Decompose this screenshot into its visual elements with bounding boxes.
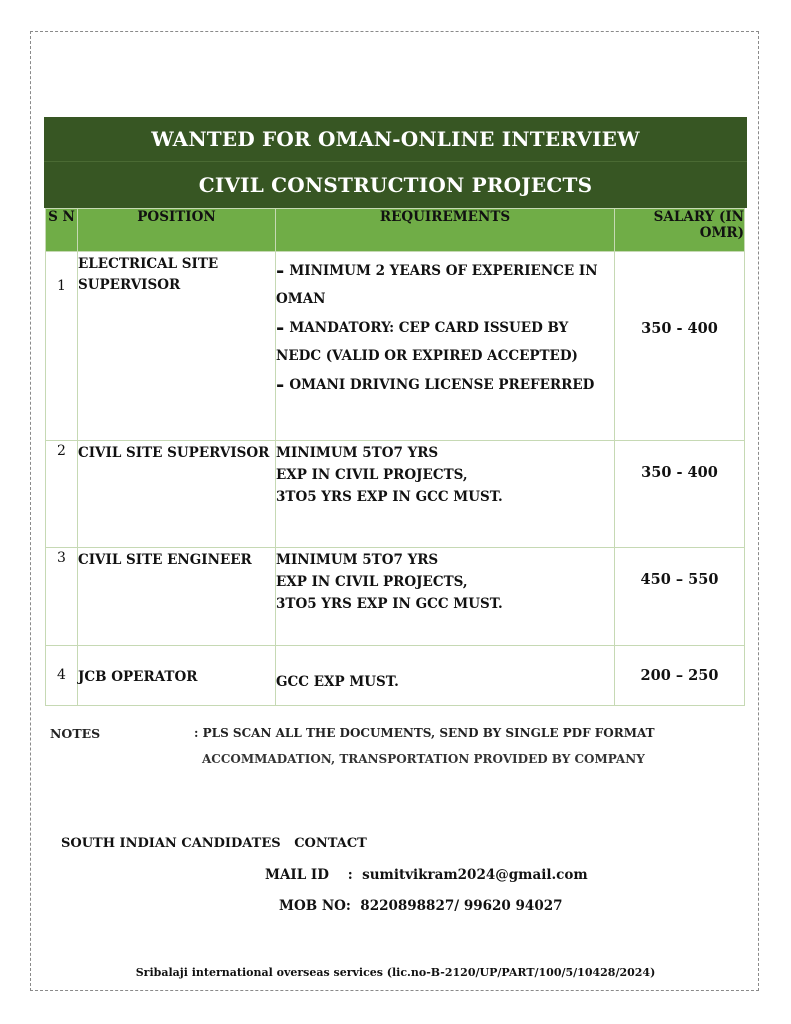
column-header-salary: SALARY (IN OMR) [615, 209, 745, 252]
row-sn: 4 [46, 646, 78, 706]
notes-line-1: : PLS SCAN ALL THE DOCUMENTS, SEND BY SINGLE PDF FORMAT [194, 726, 655, 740]
mobile-number: MOB NO: 8220898827/ 99620 94027 [279, 898, 563, 914]
requirement-item: EXP IN CIVIL PROJECTS, [276, 467, 468, 483]
row-sn: 2 [46, 441, 78, 548]
requirement-item: - OMANI DRIVING LICENSE PREFERRED [276, 372, 595, 396]
requirement-item: - MINIMUM 2 YEARS OF EXPERIENCE IN OMAN [276, 258, 598, 307]
column-header-requirements: REQUIREMENTS [276, 209, 615, 252]
row-position: JCB OPERATOR [78, 646, 276, 706]
notes-label: NOTES [50, 726, 101, 741]
row-sn: 3 [46, 548, 78, 646]
table-row [46, 252, 745, 441]
jobs-table [45, 208, 745, 706]
requirement-item: MINIMUM 5TO7 YRS [276, 445, 439, 461]
contact-heading: SOUTH INDIAN CANDIDATES CONTACT [61, 836, 367, 851]
requirement-item: GCC EXP MUST. [276, 674, 399, 690]
row-salary: 450 – 550 [615, 548, 745, 646]
requirement-item: MINIMUM 5TO7 YRS [276, 552, 439, 568]
row-sn: 1 [46, 252, 78, 441]
row-salary: 350 - 400 [615, 252, 745, 441]
title-line-1: WANTED FOR OMAN-ONLINE INTERVIEW [151, 127, 640, 151]
column-header-position: POSITION [78, 209, 276, 252]
column-header-sn: S N [46, 209, 78, 252]
requirement-item: EXP IN CIVIL PROJECTS, [276, 574, 468, 590]
row-salary: 350 - 400 [615, 441, 745, 548]
table-row [46, 441, 745, 548]
requirement-item: 3TO5 YRS EXP IN GCC MUST. [276, 489, 503, 505]
row-salary: 200 – 250 [615, 646, 745, 706]
title-line-2: CIVIL CONSTRUCTION PROJECTS [198, 173, 593, 197]
table-header-row [46, 209, 745, 252]
table-row [46, 646, 745, 706]
row-position: CIVIL SITE ENGINEER [78, 548, 276, 646]
row-position: CIVIL SITE SUPERVISOR [78, 441, 276, 548]
footer-agency: Sribalaji international overseas services (lic.no-B-2120/UP/PART/100/5/10428/2024) [135, 966, 656, 979]
row-requirements [276, 646, 615, 706]
table-row [46, 548, 745, 646]
mail-id: MAIL ID : sumitvikram2024@gmail.com [265, 867, 588, 883]
requirement-item: - MANDATORY: CEP CARD ISSUED BY NEDC (VALID OR EXPIRED ACCEPTED) [276, 315, 578, 364]
row-position: ELECTRICAL SITE SUPERVISOR [78, 252, 276, 441]
notes-line-2: ACCOMMADATION, TRANSPORTATION PROVIDED BY COMPANY [202, 752, 645, 766]
title-banner [44, 117, 747, 208]
row-requirements [276, 548, 615, 646]
row-requirements [276, 441, 615, 548]
requirement-item: 3TO5 YRS EXP IN GCC MUST. [276, 596, 503, 612]
row-requirements [276, 252, 615, 441]
